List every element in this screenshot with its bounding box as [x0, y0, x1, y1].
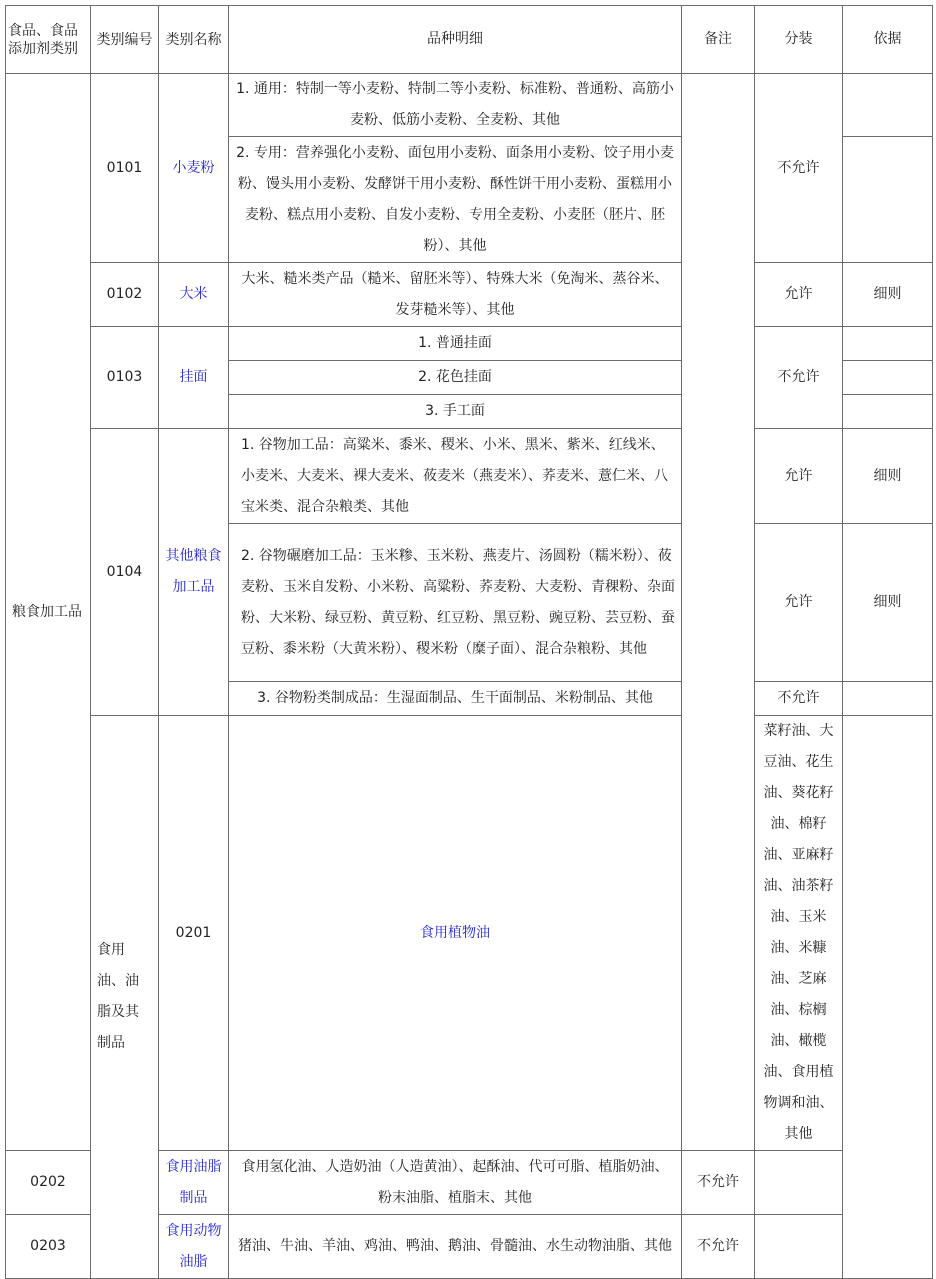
detail-cell: 猪油、牛油、羊油、鸡油、鸭油、鹅油、骨髓油、水生动物油脂、其他 [229, 1215, 682, 1279]
detail-cell: 菜籽油、大豆油、花生油、葵花籽油、棉籽油、亚麻籽油、油茶籽油、玉米油、米糠油、芝麻油、棕榈油、橄榄油、食用植物调和油、其他 [755, 716, 843, 1151]
header-code: 类别编号 [91, 6, 159, 74]
note-cell [682, 74, 755, 1151]
repack-cell: 不允许 [682, 1215, 755, 1279]
repack-cell: 允许 [755, 429, 843, 524]
table-row [6, 263, 933, 327]
category-cell: 食用油、油脂及其制品 [91, 716, 159, 1279]
detail-cell: 2. 花色挂面 [229, 361, 682, 395]
detail-cell: 3. 谷物粉类制成品：生湿面制品、生干面制品、米粉制品、其他 [229, 682, 682, 716]
code-cell: 0201 [159, 716, 229, 1151]
detail-cell: 3. 手工面 [229, 395, 682, 429]
basis-cell: 细则 [843, 524, 933, 682]
basis-cell [843, 327, 933, 361]
header-row [6, 6, 933, 74]
code-cell: 0104 [91, 429, 159, 716]
category-name-link[interactable]: 食用植物油 [229, 716, 682, 1151]
basis-cell [843, 361, 933, 395]
repack-cell: 允许 [755, 524, 843, 682]
header-detail: 品种明细 [229, 6, 682, 74]
code-cell: 0202 [6, 1151, 91, 1215]
basis-cell [843, 137, 933, 263]
detail-cell: 食用氢化油、人造奶油（人造黄油）、起酥油、代可可脂、植脂奶油、粉末油脂、植脂末、其他 [229, 1151, 682, 1215]
header-name: 类别名称 [159, 6, 229, 74]
note-cell [843, 716, 933, 1279]
basis-cell: 细则 [843, 263, 933, 327]
repack-cell: 不允许 [755, 327, 843, 429]
repack-cell: 不允许 [755, 74, 843, 263]
basis-cell [843, 395, 933, 429]
category-cell: 粮食加工品 [6, 74, 91, 1151]
category-name-link[interactable]: 食用动物油脂 [159, 1215, 229, 1279]
header-repack: 分装 [755, 6, 843, 74]
category-name-link[interactable]: 挂面 [159, 327, 229, 429]
repack-cell: 不允许 [755, 682, 843, 716]
table-row [6, 327, 933, 361]
category-name-link[interactable]: 大米 [159, 263, 229, 327]
category-name-link[interactable]: 小麦粉 [159, 74, 229, 263]
detail-cell: 1. 通用：特制一等小麦粉、特制二等小麦粉、标准粉、普通粉、高筋小麦粉、低筋小麦粉、全麦粉、其他 [229, 74, 682, 137]
table-row [6, 716, 933, 1151]
code-cell: 0203 [6, 1215, 91, 1279]
category-name-link[interactable]: 食用油脂制品 [159, 1151, 229, 1215]
detail-cell: 1. 普通挂面 [229, 327, 682, 361]
detail-cell: 2. 谷物碾磨加工品：玉米糁、玉米粉、燕麦片、汤圆粉（糯米粉）、莜麦粉、玉米自发粉、小米粉、高粱粉、荞麦粉、大麦粉、青稞粉、杂面粉、大米粉、绿豆粉、黄豆粉、红豆粉、黑豆粉、豌豆粉、芸豆粉、蚕豆粉、黍米粉（大黄米粉）、稷米粉（糜子面）、混合杂粮粉、其他 [229, 524, 682, 682]
basis-cell [843, 682, 933, 716]
table-row [6, 74, 933, 137]
basis-cell [755, 1151, 843, 1215]
basis-cell [755, 1215, 843, 1279]
basis-cell: 细则 [843, 429, 933, 524]
repack-cell: 允许 [755, 263, 843, 327]
detail-cell: 2. 专用：营养强化小麦粉、面包用小麦粉、面条用小麦粉、饺子用小麦粉、馒头用小麦粉、发酵饼干用小麦粉、酥性饼干用小麦粉、蛋糕用小麦粉、糕点用小麦粉、自发小麦粉、专用全麦粉、小麦胚（胚片、胚粉）、其他 [229, 137, 682, 263]
detail-cell: 1. 谷物加工品：高粱米、黍米、稷米、小米、黑米、紫米、红线米、小麦米、大麦米、裸大麦米、莜麦米（燕麦米）、荞麦米、薏仁米、八宝米类、混合杂粮类、其他 [229, 429, 682, 524]
code-cell: 0103 [91, 327, 159, 429]
repack-cell: 不允许 [682, 1151, 755, 1215]
code-cell: 0101 [91, 74, 159, 263]
food-category-table [5, 5, 933, 1279]
code-cell: 0102 [91, 263, 159, 327]
detail-cell: 大米、糙米类产品（糙米、留胚米等）、特殊大米（免淘米、蒸谷米、发芽糙米等）、其他 [229, 263, 682, 327]
category-name-link[interactable]: 其他粮食加工品 [159, 429, 229, 716]
header-basis: 依据 [843, 6, 933, 74]
header-category: 食品、食品添加剂类别 [6, 6, 91, 74]
table-row [6, 429, 933, 524]
basis-cell [843, 74, 933, 137]
header-note: 备注 [682, 6, 755, 74]
